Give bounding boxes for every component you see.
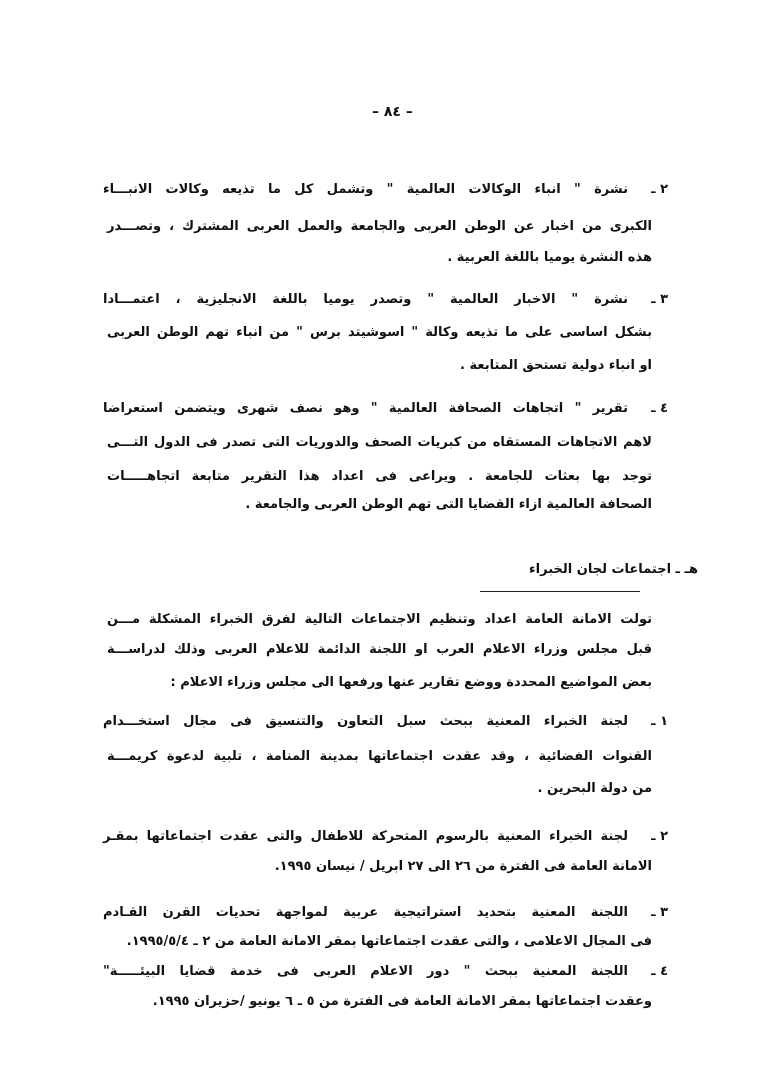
- heading-underline: [480, 591, 640, 592]
- list-item-line: الصحافة العالمية ازاء القضايا التى تهم الوطن العربى والجامعة .: [245, 497, 652, 512]
- list-number: ٢ ـ: [651, 829, 668, 844]
- list-item-line: تقرير " اتجاهات الصحافة العالمية " وهو نصف شهرى ويتضمن استعراضا: [103, 401, 628, 416]
- list-item-line: اللجنة المعنية بتحديد استراتيجية عربية لمواجهة تحديات القرن القـادم: [103, 905, 628, 920]
- list-item-line: اللجنة المعنية ببحث " دور الاعلام العربى فى خدمة قضايا البيئـــــة": [103, 964, 628, 979]
- list-item-line: لجنة الخبراء المعنية ببحث سبل التعاون والتنسيق فى مجال استخـــدام: [103, 714, 628, 729]
- list-number: ٢ ـ: [651, 182, 668, 197]
- list-number: ٤ ـ: [651, 401, 668, 416]
- list-item-line: بشكل اساسى على ما تذيعه وكالة " اسوشيتد برس " من انباء تهم الوطن العربى: [107, 325, 652, 340]
- list-item-line: توجد بها بعثات للجامعة . ويراعى فى اعداد هذا التقرير متابعة اتجاهـــــات: [107, 469, 652, 484]
- list-item-line: او انباء دولية تستحق المتابعة .: [460, 358, 652, 373]
- list-item-line: الامانة العامة فى الفترة من ٢٦ الى ٢٧ ابريل / نيسان ١٩٩٥.: [274, 859, 652, 874]
- page-number: – ٨٤ –: [372, 104, 413, 120]
- list-item-line: لجنة الخبراء المعنية بالرسوم المتحركة للاطفال والتى عقدت اجتماعاتها بمقـر: [103, 829, 628, 844]
- list-item-line: القنوات الفضائية ، وقد عقدت اجتماعاتها بمدينة المنامة ، تلبية لدعوة كريمـــة: [107, 749, 652, 764]
- paragraph-line: قبل مجلس وزراء الاعلام العرب او اللجنة الدائمة للاعلام العربى وذلك لدراســـة: [107, 642, 652, 657]
- list-item-line: نشرة " الاخبار العالمية " وتصدر يوميا باللغة الانجليزية ، اعتمـــادا: [103, 292, 628, 307]
- list-item-line: لاهم الاتجاهات المستقاه من كبريات الصحف والدوريات التى تصدر فى الدول التـــى: [107, 435, 652, 450]
- list-number: ٤ ـ: [651, 964, 668, 979]
- section-heading: هـ ـ اجتماعات لجان الخبراء: [529, 562, 698, 577]
- list-item-line: نشرة " انباء الوكالات العالمية " وتشمل كل ما تذيعه وكالات الانبـــاء: [103, 182, 628, 197]
- list-number: ١ ـ: [651, 714, 668, 729]
- list-item-line: وعقدت اجتماعاتها بمقر الامانة العامة فى الفترة من ٥ ـ ٦ يونيو /حزيران ١٩٩٥.: [152, 994, 652, 1009]
- paragraph-line: بعض المواضيع المحددة ووضع تقارير عنها ورفعها الى مجلس وزراء الاعلام :: [170, 675, 652, 690]
- paragraph-line: تولت الامانة العامة اعداد وتنظيم الاجتماعات التالية لفرق الخبراء المشكلة مـــن: [107, 612, 652, 627]
- list-item-line: فى المجال الاعلامى ، والتى عقدت اجتماعاتها بمقر الامانة العامة من ٢ ـ ١٩٩٥/٥/٤.: [126, 934, 652, 949]
- list-number: ٣ ـ: [651, 292, 668, 307]
- list-number: ٣ ـ: [651, 905, 668, 920]
- list-item-line: هذه النشرة يوميا باللغة العربية .: [447, 250, 652, 265]
- list-item-line: من دولة البحرين .: [537, 781, 652, 796]
- list-item-line: الكبرى من اخبار عن الوطن العربى والجامعة والعمل العربى المشترك ، وتصـــدر: [107, 219, 652, 234]
